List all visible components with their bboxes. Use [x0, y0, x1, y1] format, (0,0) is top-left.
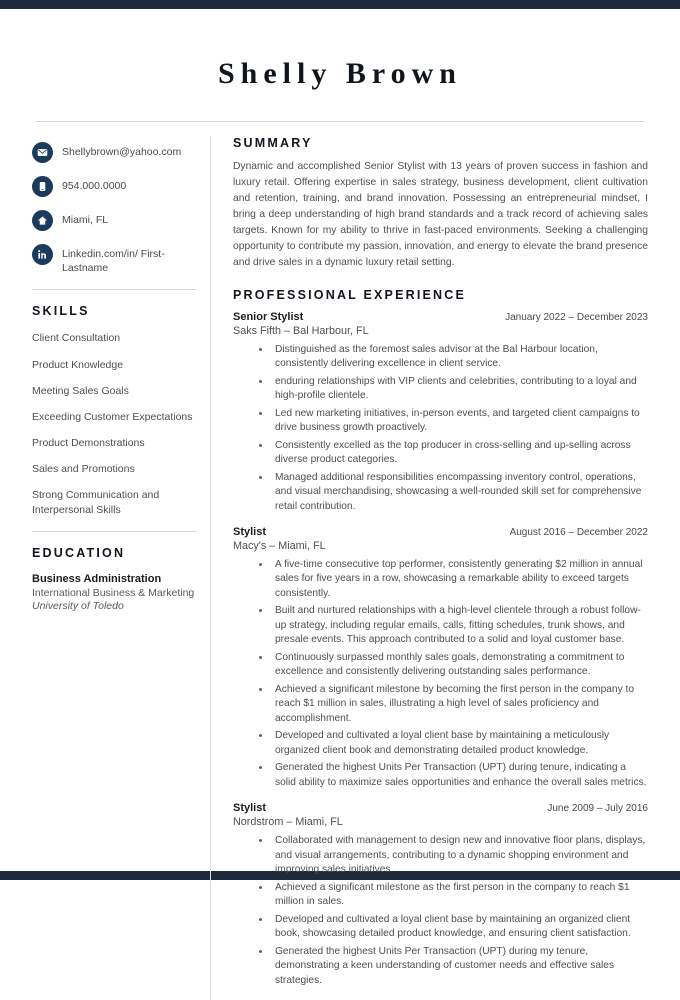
- experience-heading: PROFESSIONAL EXPERIENCE: [233, 287, 467, 302]
- contact-item-linkedin[interactable]: [32, 244, 196, 275]
- name-block: [32, 9, 648, 121]
- list-item: • Built and nurtured relationships with a high-level clientele through a robust follow-up strategy, including regular emails, calls, fitting schedules, trunk shows, and presale events. This approach contributed to a solid and loyal customer base.: [271, 604, 648, 647]
- list-item: • Achieved a significant milestone as the first person in the company to reach $1 million in sales.: [271, 881, 648, 910]
- education-degree: Business Administration: [32, 572, 162, 585]
- job-bullets: [233, 343, 648, 514]
- education-heading: EDUCATION: [32, 545, 126, 560]
- page-title: Shelly Brown: [218, 57, 462, 90]
- contact-list: [32, 142, 196, 275]
- experience-entry: [233, 311, 648, 337]
- email-icon: [32, 142, 53, 163]
- sidebar: [32, 136, 210, 612]
- list-item: • Led new marketing initiatives, in-person events, and targeted client campaigns to drive business growth proactively.: [271, 407, 648, 436]
- job-header: [233, 802, 648, 814]
- list-item: Strong Communication and Interpersonal Skills: [32, 489, 160, 516]
- education-school: University of Toledo: [32, 599, 124, 612]
- contact-item-email[interactable]: [32, 142, 196, 163]
- list-item: • Managed additional responsibilities encompassing inventory control, operations, and visual merchandising, showcasing a well-rounded skill set for comprehensive retail contribution.: [271, 471, 648, 514]
- contact-phone-text: 954.000.0000: [62, 180, 127, 192]
- contact-location-text: Miami, FL: [62, 214, 109, 226]
- two-column-layout: [32, 136, 648, 1000]
- header-divider: [36, 121, 644, 122]
- experience-entry: [233, 526, 648, 552]
- job-dates: June 2009 – July 2016: [547, 803, 648, 815]
- education-entry: [32, 573, 196, 612]
- list-item: • Developed and cultivated a loyal client base by maintaining an organized client book, showcasing detailed product knowledge, and ensuring client satisfaction.: [271, 913, 648, 942]
- job-company: Macy's – Miami, FL: [233, 540, 326, 552]
- experience-entry: [233, 802, 648, 828]
- phone-icon: [32, 176, 53, 197]
- list-item: Sales and Promotions: [32, 463, 135, 476]
- list-item: Meeting Sales Goals: [32, 384, 129, 397]
- skills-heading: SKILLS: [32, 304, 90, 319]
- job-dates: August 2016 – December 2022: [509, 527, 648, 538]
- job-title: Senior Stylist: [233, 310, 304, 323]
- job-header: [233, 311, 648, 323]
- list-item: • Continuously surpassed monthly sales goals, demonstrating a commitment to excellence and consistently delivering outstanding sales performance.: [271, 651, 648, 680]
- list-item: • Collaborated with management to design new and innovative floor plans, displays, and visual arrangements, contributing to a dynamic shopping environment and improving sales initiatives.: [271, 834, 648, 877]
- resume-body: [0, 9, 680, 986]
- job-bullets: [233, 558, 648, 790]
- job-company: Saks Fifth – Bal Harbour, FL: [233, 324, 369, 337]
- list-item: Product Demonstrations: [32, 437, 145, 450]
- list-item: • Generated the highest Units Per Transaction (UPT) during tenure, indicating a solid ability to maximize sales opportunities and enhance the overall sales metrics.: [271, 761, 648, 790]
- list-item: Exceeding Customer Expectations: [32, 410, 193, 423]
- linkedin-icon: [32, 244, 53, 265]
- list-item: • A five-time consecutive top performer, consistently generating $2 million in annual sales for five years in a row, showcasing a remarkable ability to exceed targets consistently.: [271, 558, 648, 601]
- list-item: • Consistently excelled as the top producer in cross-selling and up-selling across diverse product categories.: [271, 439, 648, 468]
- home-icon: [32, 210, 53, 231]
- summary-text: Dynamic and accomplished Senior Stylist with 13 years of proven success in fashion and luxury retail. Offering expertise in sales strategy, business development, client cultivation and retention, training, and brand innovation. Possessing an entrepreneurial mindset, I bring a deep understanding of high brand standards and a track record of achieving sales targets. Known for my ability to thrive in fast-paced environments. Seeking a challenging opportunity to contribute my passion, innovation, and energy to elevate the brand presence and drive sales in a dynamic luxury retail setting.: [233, 161, 648, 268]
- job-bullets: [233, 834, 648, 988]
- summary-heading: SUMMARY: [233, 136, 313, 150]
- job-header: [233, 526, 648, 538]
- sidebar-divider-1: [32, 289, 196, 290]
- contact-item-phone[interactable]: [32, 176, 196, 197]
- job-dates: January 2022 – December 2023: [505, 311, 648, 323]
- list-item: • Developed and cultivated a loyal client base by maintaining a meticulously organized client book and demonstrating detailed product knowledge.: [271, 729, 648, 758]
- list-item: Product Knowledge: [32, 358, 124, 371]
- list-item: • Generated the highest Units Per Transaction (UPT) during my tenure, demonstrating a keen understanding of customer needs and effective sales strategies.: [271, 945, 648, 988]
- main-content: [210, 136, 648, 1000]
- list-item: Client Consultation: [32, 332, 121, 345]
- contact-email-text: Shellybrown@yahoo.com: [62, 146, 182, 158]
- job-title: Stylist: [233, 526, 267, 538]
- list-item: • Achieved a significant milestone by becoming the first person in the company to reach $1 million in sales, illustrating a high level of sales proficiency and accomplishment.: [271, 683, 648, 726]
- education-field: International Business & Marketing: [32, 586, 195, 599]
- contact-item-location[interactable]: [32, 210, 196, 231]
- contact-linkedin-text: Linkedin.com/in/ First-Lastname: [62, 248, 165, 275]
- list-item: • enduring relationships with VIP clients and celebrities, contributing to a loyal and high-profile clientele.: [271, 375, 648, 404]
- sidebar-divider-2: [32, 531, 196, 532]
- list-item: • Distinguished as the foremost sales advisor at the Bal Harbour location, consistently delivering excellence in client service.: [271, 343, 648, 372]
- skills-list: [32, 331, 196, 516]
- job-title: Stylist: [233, 802, 267, 815]
- job-company: Nordstrom – Miami, FL: [233, 816, 343, 829]
